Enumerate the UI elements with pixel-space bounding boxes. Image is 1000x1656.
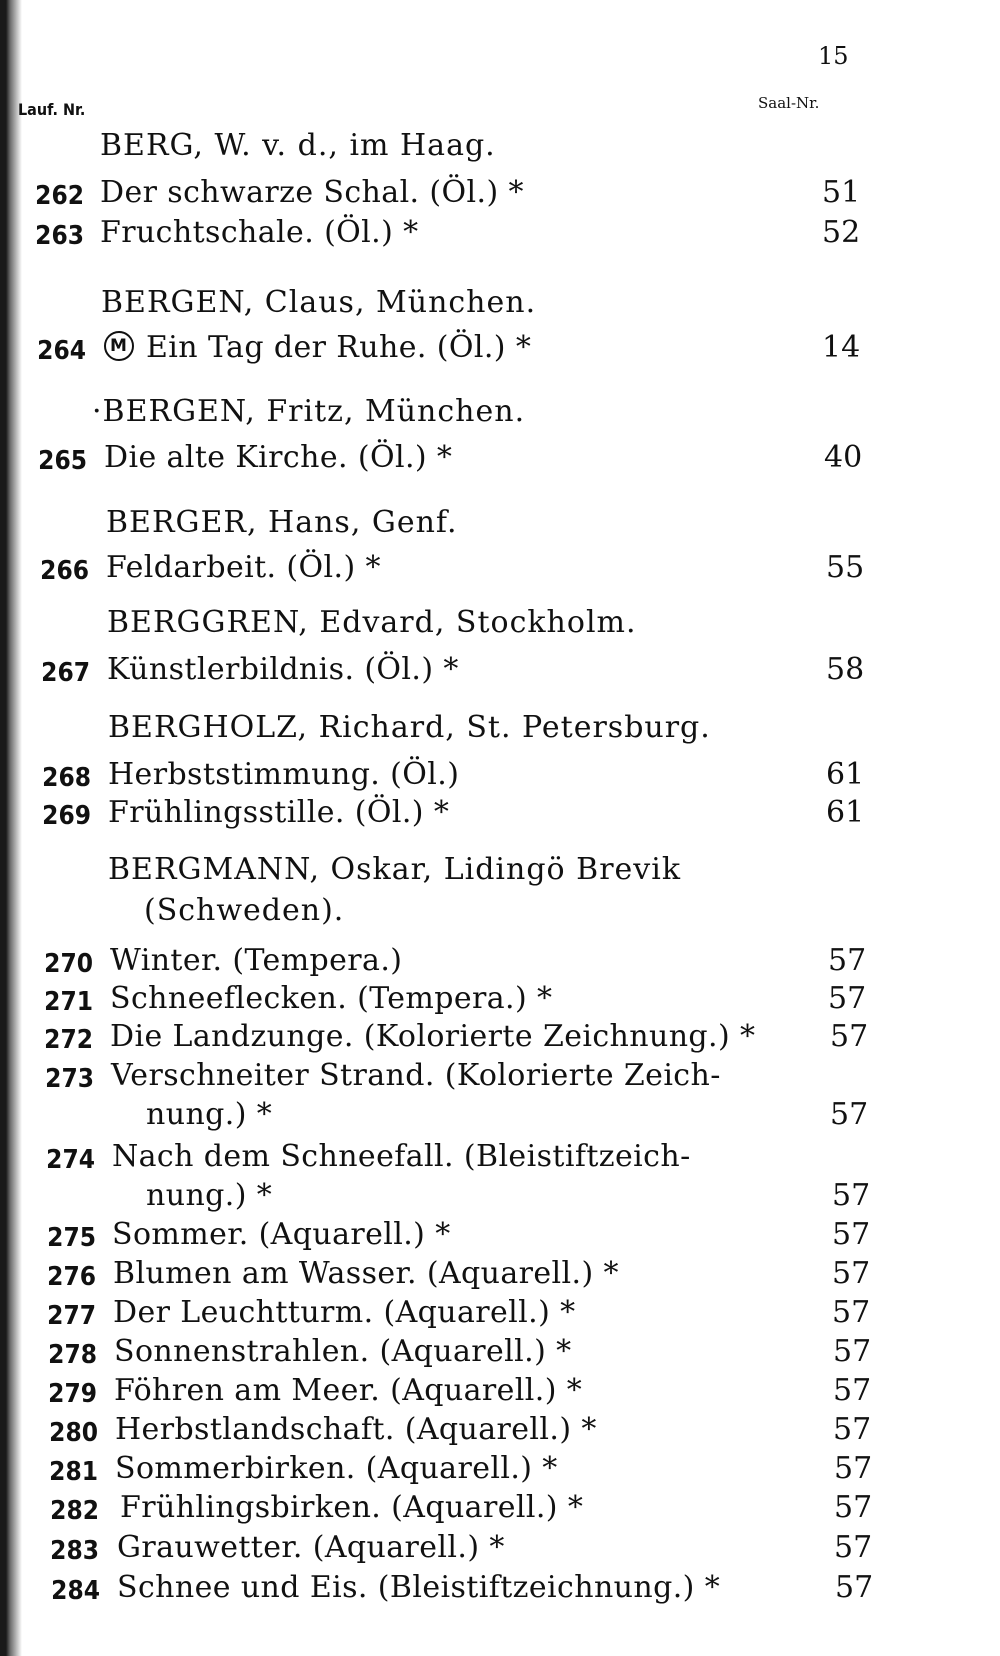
catalog-entry bbox=[0, 1019, 1000, 1059]
entry-title: Die alte Kirche. (Öl.) * bbox=[104, 440, 453, 475]
entry-number: 274 bbox=[46, 1145, 95, 1175]
entry-title: Feldarbeit. (Öl.) * bbox=[106, 550, 381, 585]
entry-saal: 14 bbox=[822, 330, 861, 365]
page-number: 15 bbox=[818, 42, 849, 70]
entry-saal: 57 bbox=[828, 981, 867, 1016]
catalog-entry bbox=[0, 330, 1000, 370]
catalog-entry bbox=[0, 981, 1000, 1021]
entry-saal: 52 bbox=[822, 215, 861, 250]
entry-number: 279 bbox=[48, 1379, 97, 1409]
catalog-entry bbox=[0, 1412, 1000, 1452]
catalog-entry bbox=[0, 175, 1000, 215]
entry-title: Herbstlandschaft. (Aquarell.) * bbox=[115, 1412, 597, 1447]
entry-number: 272 bbox=[44, 1025, 93, 1055]
entry-title-continuation: nung.) * bbox=[146, 1097, 273, 1132]
entry-saal: 57 bbox=[830, 1097, 869, 1132]
column-header-lauf-nr: Lauf. Nr. bbox=[18, 100, 86, 119]
entry-saal: 58 bbox=[826, 652, 865, 687]
entry-title: Der schwarze Schal. (Öl.) * bbox=[100, 175, 524, 210]
catalog-entry-continuation bbox=[0, 1178, 1000, 1218]
entry-number: 264 bbox=[37, 336, 86, 366]
entry-number: 275 bbox=[47, 1223, 96, 1253]
entry-saal: 40 bbox=[824, 440, 863, 475]
catalog-entry bbox=[0, 1139, 1000, 1179]
entry-title: Fruchtschale. (Öl.) * bbox=[100, 215, 419, 250]
entry-saal: 57 bbox=[833, 1334, 872, 1369]
catalog-entry-continuation bbox=[0, 1097, 1000, 1137]
entry-number: 266 bbox=[40, 556, 89, 586]
entry-title: Schneeflecken. (Tempera.) * bbox=[110, 981, 553, 1016]
catalog-entry bbox=[0, 1570, 1000, 1610]
entry-title: Schnee und Eis. (Bleistiftzeichnung.) * bbox=[117, 1570, 721, 1605]
entry-title: Winter. (Tempera.) bbox=[110, 943, 403, 978]
artist-heading: ·BERGEN, Fritz, München. bbox=[92, 394, 526, 429]
entry-saal: 57 bbox=[834, 1490, 873, 1525]
catalog-entry bbox=[0, 1256, 1000, 1296]
artist-heading: BERG, W. v. d., im Haag. bbox=[100, 128, 496, 163]
entry-saal: 57 bbox=[835, 1570, 874, 1605]
entry-title: Föhren am Meer. (Aquarell.) * bbox=[114, 1373, 583, 1408]
entry-saal: 55 bbox=[826, 550, 865, 585]
monogram-m-in-circle-icon bbox=[104, 331, 134, 361]
entry-number: 284 bbox=[51, 1576, 100, 1606]
entry-saal: 57 bbox=[833, 1412, 872, 1447]
catalog-entry bbox=[0, 795, 1000, 835]
entry-saal: 61 bbox=[826, 795, 865, 830]
entry-title: Ein Tag der Ruhe. (Öl.) * bbox=[146, 330, 532, 365]
entry-number: 277 bbox=[47, 1301, 96, 1331]
entry-title: Frühlingsbirken. (Aquarell.) * bbox=[120, 1490, 584, 1525]
entry-saal: 57 bbox=[833, 1373, 872, 1408]
entry-title: Grauwetter. (Aquarell.) * bbox=[117, 1530, 505, 1565]
catalog-entry bbox=[0, 1295, 1000, 1335]
catalog-entry bbox=[0, 1451, 1000, 1491]
entry-saal: 57 bbox=[832, 1256, 871, 1291]
entry-number: 268 bbox=[42, 763, 91, 793]
entry-number: 273 bbox=[45, 1064, 94, 1094]
entry-saal: 57 bbox=[834, 1530, 873, 1565]
catalog-entry bbox=[0, 652, 1000, 692]
artist-heading: BERGGREN, Edvard, Stockholm. bbox=[107, 605, 637, 640]
entry-number: 270 bbox=[44, 949, 93, 979]
catalog-entry bbox=[0, 1334, 1000, 1374]
entry-number: 276 bbox=[47, 1262, 96, 1292]
entry-title: Herbststimmung. (Öl.) bbox=[108, 757, 460, 792]
catalog-entry bbox=[0, 1490, 1000, 1530]
entry-saal: 57 bbox=[832, 1295, 871, 1330]
entry-title: Verschneiter Strand. (Kolorierte Zeich- bbox=[111, 1058, 721, 1093]
entry-number: 278 bbox=[48, 1340, 97, 1370]
entry-saal: 57 bbox=[834, 1451, 873, 1486]
column-header-saal-nr: Saal-Nr. bbox=[758, 94, 820, 112]
entry-saal: 51 bbox=[822, 175, 861, 210]
catalog-entry bbox=[0, 1058, 1000, 1098]
catalog-entry bbox=[0, 550, 1000, 590]
entry-number: 265 bbox=[38, 446, 87, 476]
entry-title: Sommer. (Aquarell.) * bbox=[112, 1217, 451, 1252]
entry-title-continuation: nung.) * bbox=[146, 1178, 273, 1213]
entry-title: Sonnenstrahlen. (Aquarell.) * bbox=[114, 1334, 572, 1369]
entry-number: 283 bbox=[50, 1536, 99, 1566]
artist-heading: BERGER, Hans, Genf. bbox=[106, 505, 458, 540]
entry-title: Künstlerbildnis. (Öl.) * bbox=[107, 652, 459, 687]
catalog-entry bbox=[0, 1530, 1000, 1570]
entry-saal: 57 bbox=[830, 1019, 869, 1054]
entry-title: Der Leuchtturm. (Aquarell.) * bbox=[113, 1295, 576, 1330]
artist-heading: BERGMANN, Oskar, Lidingö Brevik bbox=[108, 852, 682, 887]
entry-number: 271 bbox=[44, 987, 93, 1017]
entry-title-group bbox=[104, 330, 531, 365]
entry-title: Die Landzunge. (Kolorierte Zeichnung.) * bbox=[110, 1019, 756, 1054]
catalog-entry bbox=[0, 943, 1000, 983]
entry-title: Nach dem Schneefall. (Bleistiftzeich- bbox=[112, 1139, 691, 1174]
catalog-entry bbox=[0, 757, 1000, 797]
entry-number: 267 bbox=[41, 658, 90, 688]
catalog-entry bbox=[0, 1373, 1000, 1413]
entry-number: 269 bbox=[42, 801, 91, 831]
entry-title: Frühlingsstille. (Öl.) * bbox=[108, 795, 450, 830]
entry-saal: 57 bbox=[832, 1178, 871, 1213]
catalog-entry bbox=[0, 1217, 1000, 1257]
artist-heading: BERGHOLZ, Richard, St. Petersburg. bbox=[108, 710, 711, 745]
artist-heading: BERGEN, Claus, München. bbox=[101, 285, 537, 320]
entry-saal: 61 bbox=[826, 757, 865, 792]
entry-saal: 57 bbox=[828, 943, 867, 978]
entry-number: 282 bbox=[50, 1496, 99, 1526]
entry-title: Sommerbirken. (Aquarell.) * bbox=[115, 1451, 558, 1486]
catalog-entry bbox=[0, 215, 1000, 255]
entry-title: Blumen am Wasser. (Aquarell.) * bbox=[113, 1256, 619, 1291]
entry-saal: 57 bbox=[832, 1217, 871, 1252]
entry-number: 281 bbox=[49, 1457, 98, 1487]
artist-heading-continuation: (Schweden). bbox=[144, 893, 345, 928]
catalog-entry bbox=[0, 440, 1000, 480]
entry-number: 263 bbox=[35, 221, 84, 251]
entry-number: 262 bbox=[35, 181, 84, 211]
entry-number: 280 bbox=[49, 1418, 98, 1448]
